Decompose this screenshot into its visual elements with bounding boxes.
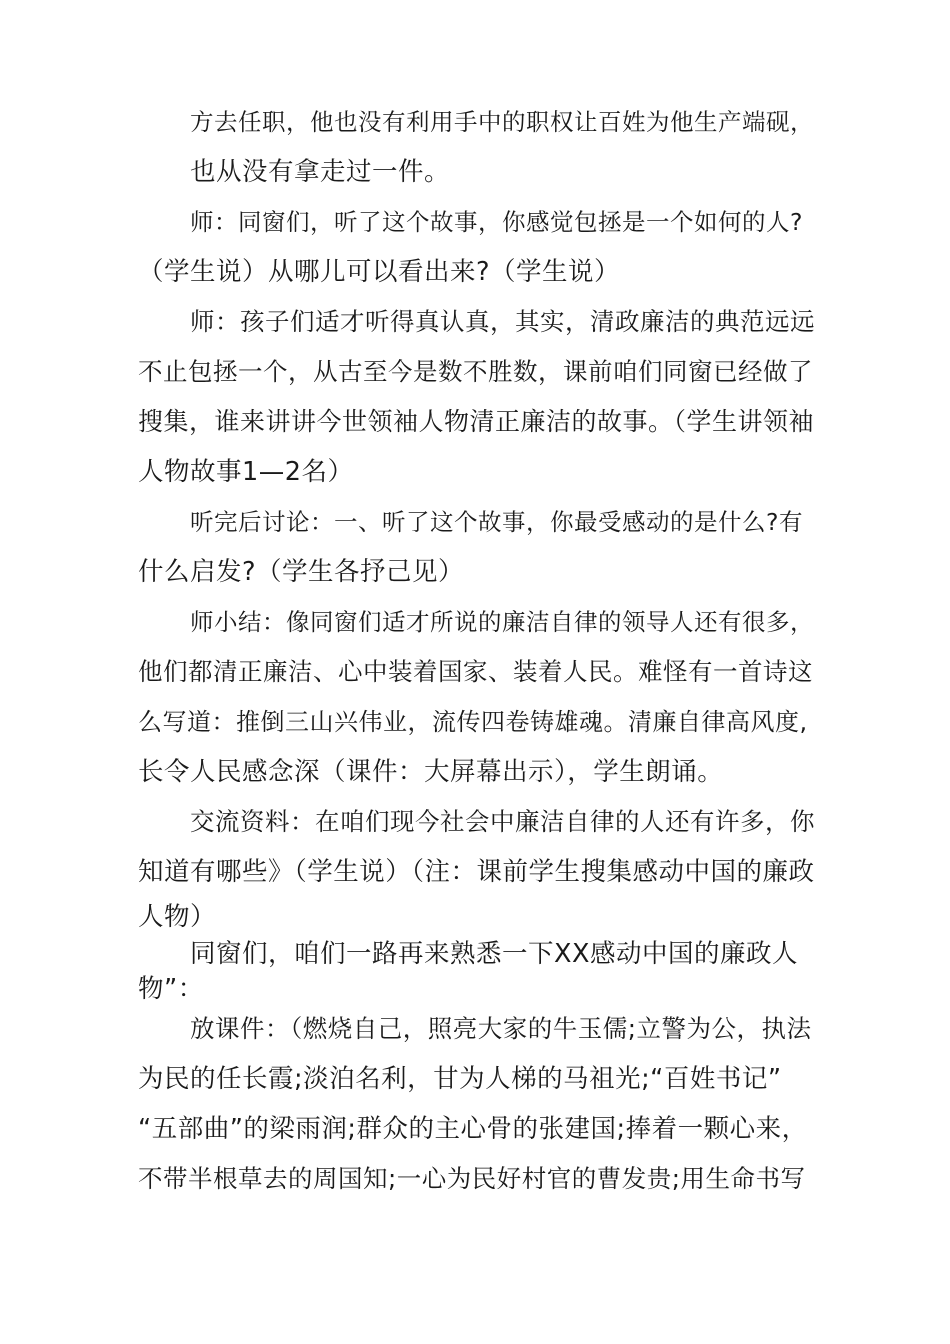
text-line: 不带半根草去的周国知;一心为民好村官的曹发贵;用生命书写 — [138, 1164, 806, 1193]
text-line: 师：孩子们适才听得真认真，其实，清政廉洁的典范远远 — [190, 307, 815, 336]
text-line: 也从没有拿走过一件。 — [190, 157, 451, 187]
text-line: 人物） — [138, 902, 217, 932]
text-line: 什么启发?（学生各抒己见） — [138, 557, 465, 587]
text-line: 方去任职，他也没有利用手中的职权让百姓为他生产端砚， — [190, 108, 814, 136]
text-line: 搜集，谁来讲讲今世领袖人物清正廉洁的故事。（学生讲领袖 — [138, 407, 815, 436]
text-line: 师：同窗们，听了这个故事，你感觉包拯是一个如何的人? — [190, 208, 803, 236]
text-line: 放课件：（燃烧自己，照亮大家的牛玉儒;立警为公，执法 — [190, 1014, 812, 1043]
text-line: 知道有哪些》（学生说）（注：课前学生搜集感动中国的廉政 — [138, 857, 815, 887]
text-line: 么写道：推倒三山兴伟业，流传四卷铸雄魂。清廉自律高风度, — [138, 708, 808, 736]
text-line: 同窗们，咱们一路再来熟悉一下XX感动中国的廉政人 — [190, 939, 798, 969]
text-line: 师小结：像同窗们适才所说的廉洁自律的领导人还有很多， — [190, 608, 814, 636]
text-line: 物”： — [138, 974, 204, 1004]
text-line: 交流资料：在咱们现今社会中廉洁自律的人还有许多，你 — [190, 807, 815, 836]
text-line: 长令人民感念深（课件：大屏幕出示），学生朗诵。 — [138, 757, 724, 787]
text-line: （学生说）从哪儿可以看出来?（学生说） — [138, 257, 621, 287]
text-line: 为民的任长霞;淡泊名利，甘为人梯的马祖光;“百姓书记” — [138, 1064, 782, 1094]
text-line: 听完后讨论：一、听了这个故事，你最受感动的是什么?有 — [190, 508, 803, 536]
text-line: 他们都清正廉洁、心中装着国家、装着人民。难怪有一首诗这 — [138, 657, 813, 686]
text-line: 不止包拯一个，从古至今是数不胜数，课前咱们同窗已经做了 — [138, 357, 813, 386]
text-line: “五部曲”的梁雨润;群众的主心骨的张建国;捧着一颗心来， — [138, 1114, 808, 1144]
text-line: 人物故事1—2名） — [138, 457, 354, 487]
